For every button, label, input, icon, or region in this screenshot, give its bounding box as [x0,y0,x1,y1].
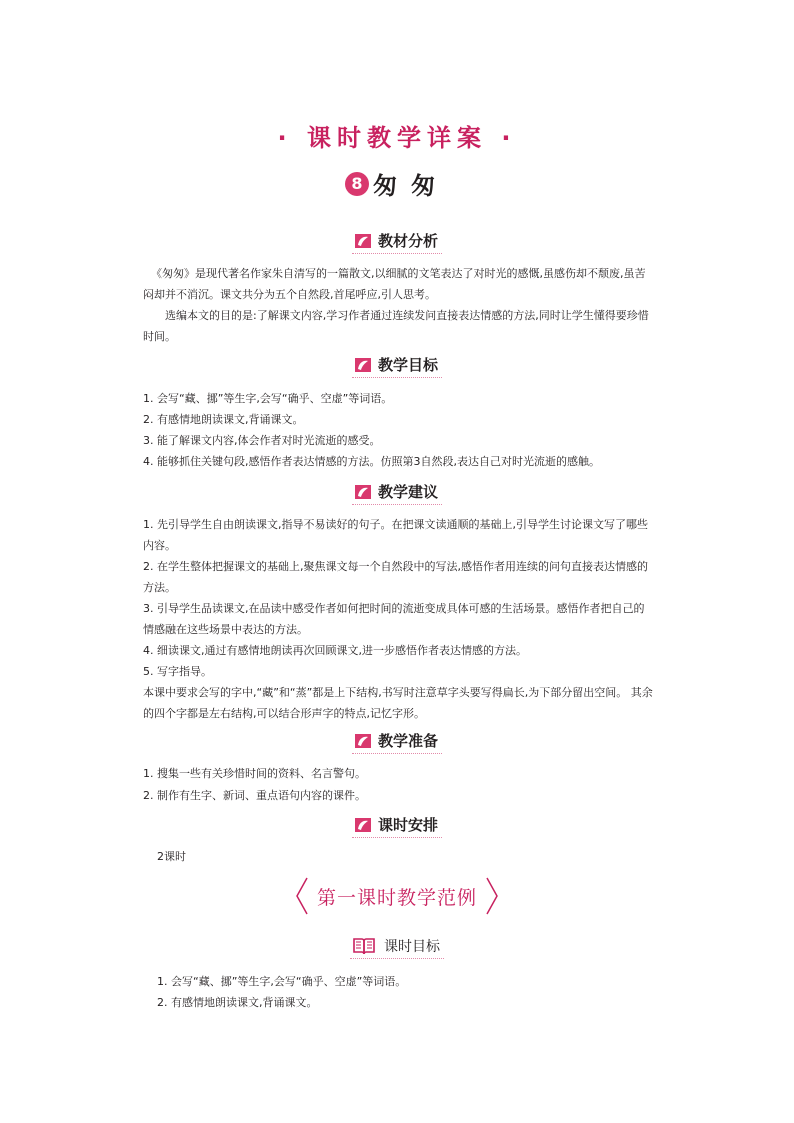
page-title: · 课时教学详案 · [277,124,517,152]
list-item: 1. 会写“藏、挪”等生字,会写“确乎、空虚”等词语。 [143,392,393,405]
leaf-tag-icon [354,817,372,833]
banner-label: 第一课时教学范例 [316,886,477,909]
list-item: 4. 能够抓住关键句段,感悟作者表达情感的方法。仿照第3自然段,表达自己对时光流逝的感触。 [143,455,600,468]
section-label: 教学建议 [377,483,438,501]
section-label: 教学目标 [377,356,438,374]
section-heading-schedule [0,814,794,838]
goal-label: 课时目标 [384,939,440,955]
list-item: 1. 会写“藏、挪”等生字,会写“确乎、空虚”等词语。 [157,975,407,988]
list-item: 2. 有感情地朗读课文,背诵课文。 [143,413,304,426]
section-label: 课时安排 [377,816,438,834]
angle-bracket-right-icon [485,876,499,916]
first-lesson-banner [0,876,794,920]
lesson-goal-heading [0,936,794,962]
section-heading-objectives [0,354,794,378]
leaf-tag-icon [354,484,372,500]
leaf-tag-icon [354,357,372,373]
paragraph: 本课中要求会写的字中,“藏”和“蒸”都是上下结构,书写时注意草字头要写得扁长,为下部分留出空间。 其余的四个字都是左右结构,可以结合形声字的特点,记忆字形。 [143,686,653,720]
section-label: 教材分析 [377,232,438,250]
list-item: 2. 有感情地朗读课文,背诵课文。 [157,996,318,1009]
list-item: 3. 引导学生品读课文,在品读中感受作者如何把时间的流逝变成具体可感的生活场景。感悟作者把自己的情感融在这些场景中表达的方法。 [143,602,645,636]
list-item: 3. 能了解课文内容,体会作者对时光流逝的感受。 [143,434,381,447]
paragraph: 《匆匆》是现代著名作家朱自清写的一篇散文,以细腻的文笔表达了对时光的感慨,虽感伤却不颓废,虽苦闷却并不消沉。课文共分为五个自然段,首尾呼应,引人思考。 [143,267,646,301]
list-item: 1. 搜集一些有关珍惜时间的资料、名言警句。 [143,767,366,780]
list-item: 2. 制作有生字、新词、重点语句内容的课件。 [143,789,366,802]
open-book-icon [352,936,376,956]
lesson-number-badge: 8 [345,172,369,196]
section-heading-suggestions [0,481,794,505]
list-item: 4. 细读课文,通过有感情地朗读再次回顾课文,进一步感悟作者表达情感的方法。 [143,644,527,657]
section-heading-analysis [0,230,794,254]
paragraph: 选编本文的目的是:了解课文内容,学习作者通过连续发问直接表达情感的方法,同时让学生懂得要珍惜时间。 [143,309,649,343]
leaf-tag-icon [354,733,372,749]
list-item: 2. 在学生整体把握课文的基础上,聚焦课文每一个自然段中的写法,感悟作者用连续的问句直接表达情感的方法。 [143,560,648,594]
lesson-title: 匆匆 [373,171,449,200]
list-item: 5. 写字指导。 [143,665,212,678]
angle-bracket-left-icon [295,876,309,916]
section-label: 教学准备 [377,732,438,750]
lesson-heading [0,166,794,198]
list-item: 1. 先引导学生自由朗读课文,指导不易读好的句子。在把课文读通顺的基础上,引导学生讨论课文写了哪些内容。 [143,518,648,552]
schedule-text: 2课时 [157,850,186,863]
section-heading-preparation [0,730,794,754]
leaf-tag-icon [354,233,372,249]
